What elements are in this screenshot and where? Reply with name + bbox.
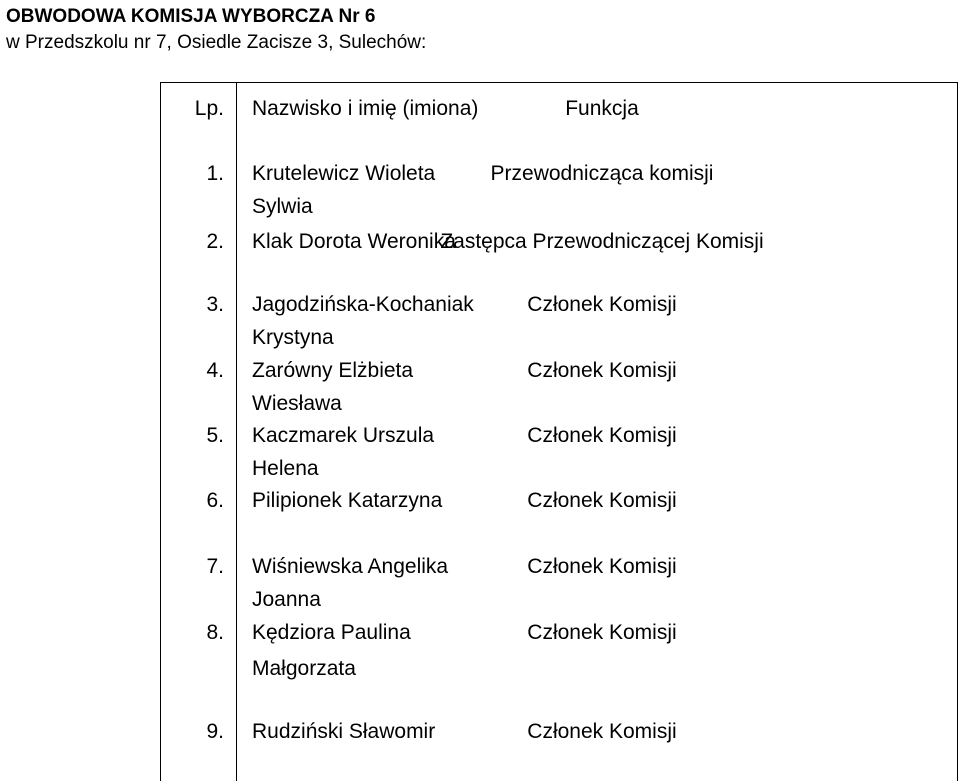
row-3-function: Członek Komisji — [527, 293, 677, 316]
row-9-name-line1: Rudziński Sławomir — [252, 720, 436, 743]
row-2-name-line1: Klak Dorota Weronika — [252, 230, 456, 253]
row-7-name-line2: Joanna — [252, 588, 321, 611]
row-9-lp: 9. — [206, 720, 224, 743]
row-3-name-line2: Krystyna — [252, 326, 334, 349]
row-7-name-line1: Wiśniewska Angelika — [252, 555, 449, 578]
table-left-border — [160, 82, 161, 781]
document-heading — [6, 4, 426, 56]
row-6-name-line1: Pilipionek Katarzyna — [252, 489, 443, 512]
header-name: Nazwisko i imię (imiona) — [252, 97, 479, 120]
row-4-name-line1: Zarówny Elżbieta — [252, 359, 414, 382]
row-4-function: Członek Komisji — [527, 359, 677, 382]
row-1-name-line2: Sylwia — [252, 195, 313, 218]
row-3-lp: 3. — [206, 293, 224, 316]
row-5-function: Członek Komisji — [527, 424, 677, 447]
row-1-name-line1: Krutelewicz Wioleta — [252, 162, 436, 185]
row-1-function: Przewodnicząca komisji — [490, 162, 714, 185]
table-top-border — [160, 82, 958, 83]
table-column-divider — [236, 82, 237, 781]
row-9-function: Członek Komisji — [527, 720, 677, 743]
row-5-lp: 5. — [206, 424, 224, 447]
committee-address: w Przedszkolu nr 7, Osiedle Zacisze 3, Sulechów: — [6, 32, 427, 53]
row-6-lp: 6. — [206, 489, 224, 512]
row-6-function: Członek Komisji — [527, 489, 677, 512]
committee-title: OBWODOWA KOMISJA WYBORCZA Nr 6 — [6, 6, 376, 27]
row-3-name-line1: Jagodzińska-Kochaniak — [252, 293, 474, 316]
row-5-name-line1: Kaczmarek Urszula — [252, 424, 435, 447]
row-4-name-line2: Wiesława — [252, 392, 342, 415]
row-7-function: Członek Komisji — [527, 555, 677, 578]
row-1-lp: 1. — [206, 162, 224, 185]
row-5-name-line2: Helena — [252, 457, 319, 480]
row-7-lp: 7. — [206, 555, 224, 578]
row-8-name-line2: Małgorzata — [252, 657, 356, 680]
row-2-function: Zastępca Przewodniczącej Komisji — [440, 230, 764, 253]
row-8-name-line1: Kędziora Paulina — [252, 621, 411, 644]
header-function: Funkcja — [565, 97, 639, 120]
row-8-lp: 8. — [206, 621, 224, 644]
row-8-function: Członek Komisji — [527, 621, 677, 644]
row-2-lp: 2. — [206, 230, 224, 253]
row-4-lp: 4. — [206, 359, 224, 382]
header-lp: Lp. — [194, 97, 224, 120]
